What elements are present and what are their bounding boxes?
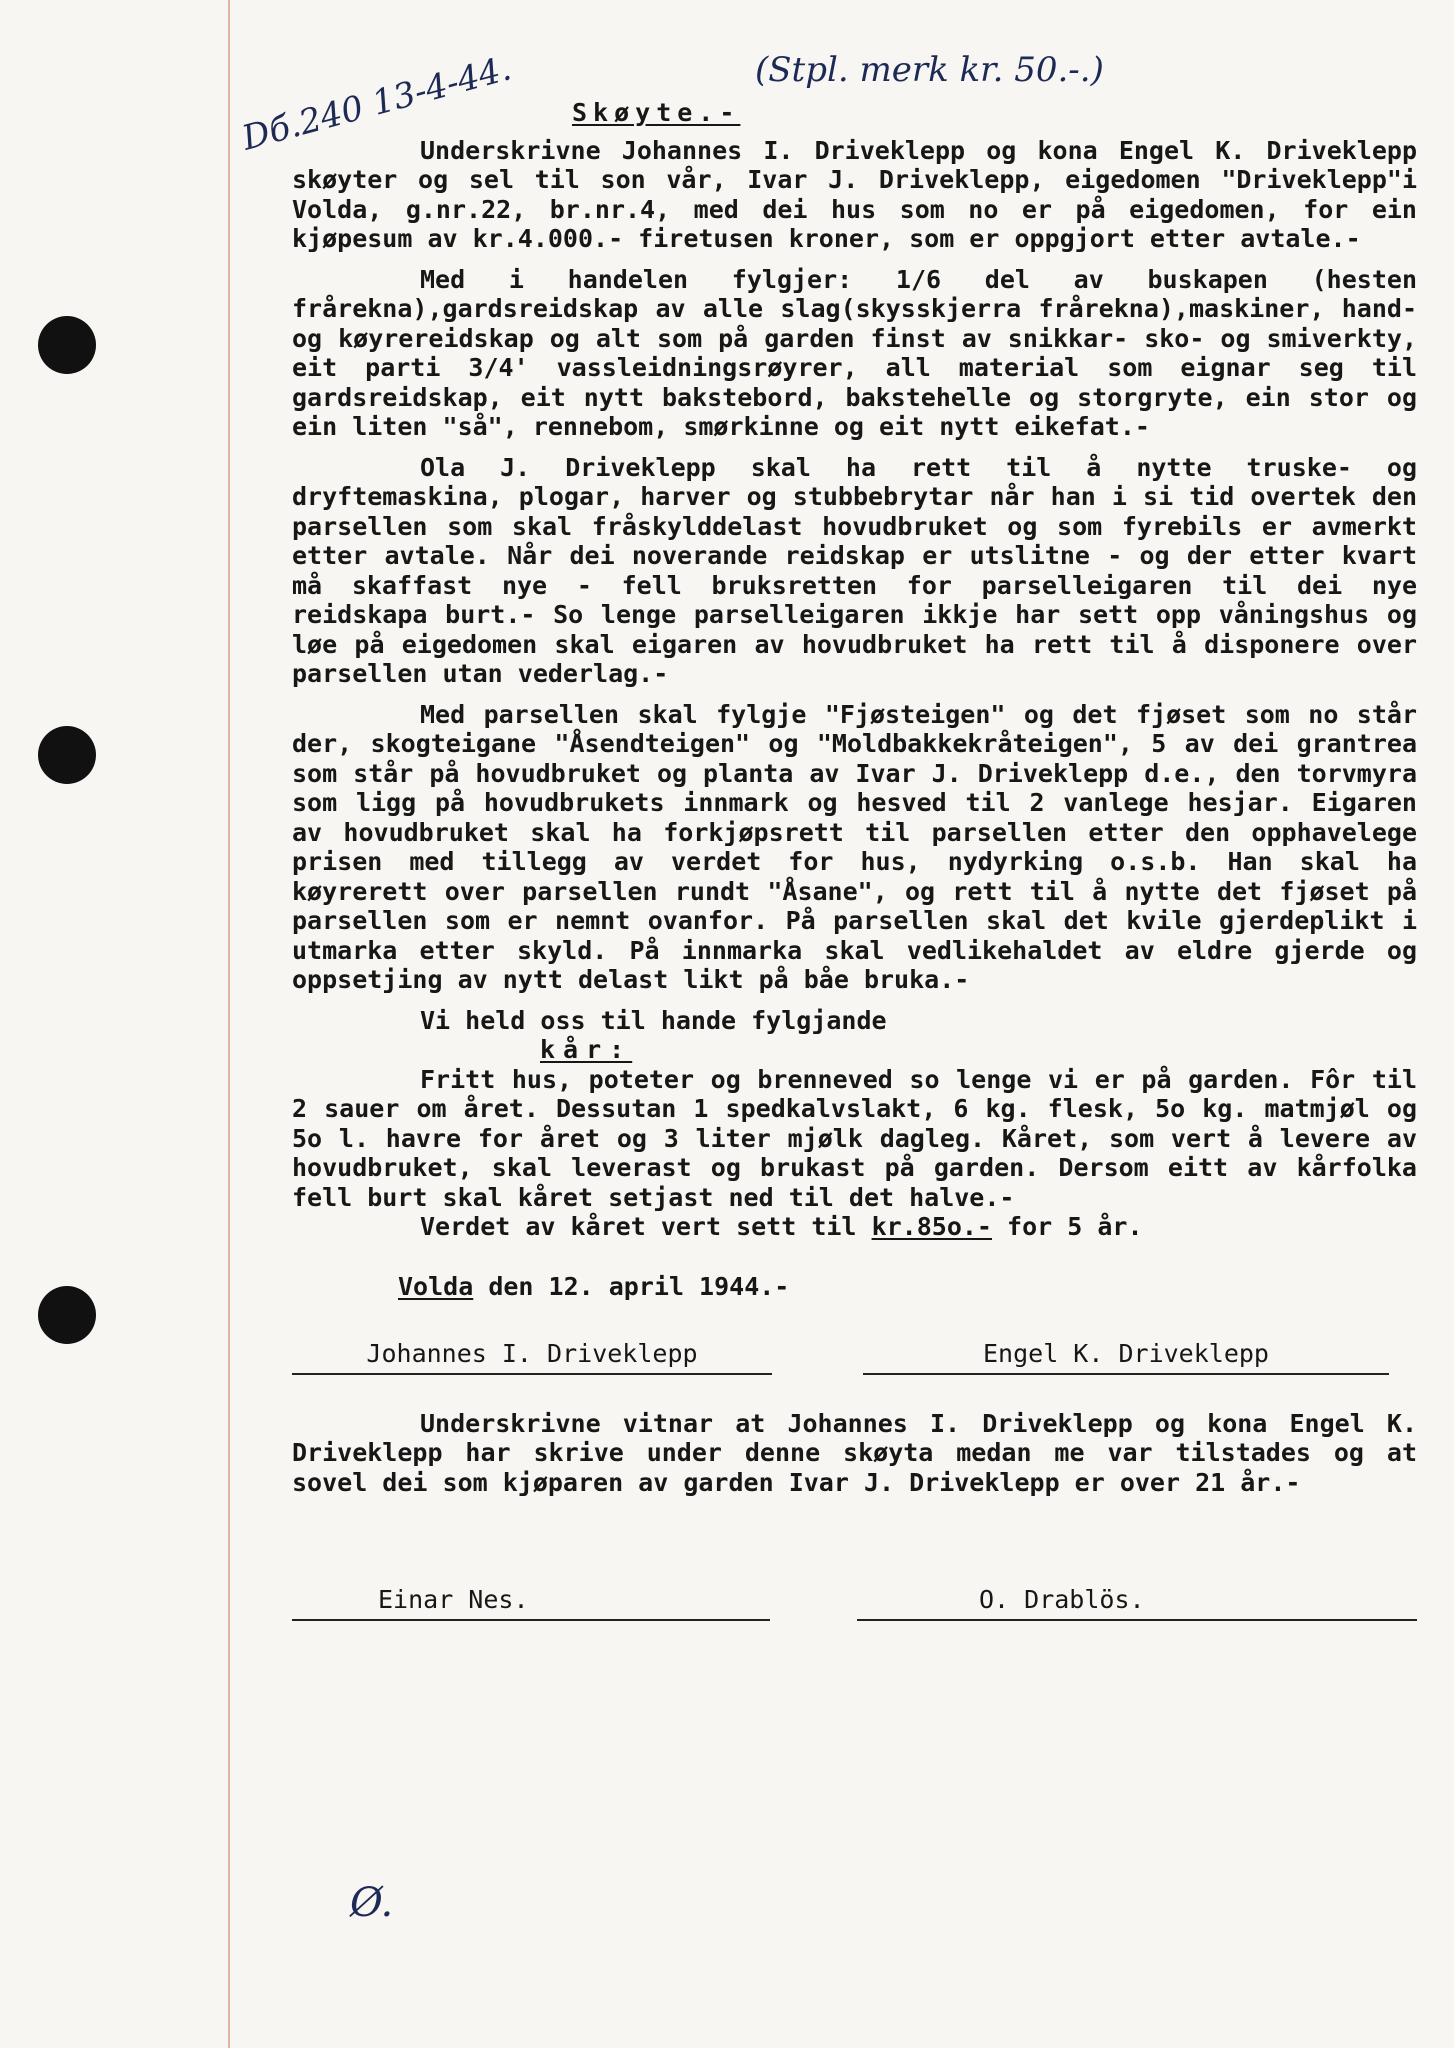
paragraph-2: Med i handelen fylgjer: 1/6 del av buskapen (hesten fråreknа),gardsreidskap av alle slag(skysskjerra fråreknа),maskiner, hand- og køyrereidskap og alt som på garden finst av snikkar- sko- og smiverkty, eit parti 3/4' vassleidningsrøyrer, all material som eignar seg til gardsreidskap, eit nytt bakstebord, bakstehelle og storgryte, ein stor og ein liten "så", rennebom, smørkinne og eit nytt eikefat.- xyxy=(292,264,1417,441)
date-line xyxy=(398,1272,1417,1302)
date-place: Volda xyxy=(398,1271,474,1301)
punch-hole xyxy=(38,726,96,784)
margin-rule xyxy=(228,0,230,2048)
witness-drablos: O. Drablös. xyxy=(857,1585,1417,1621)
signature-johannes: Johannes I. Driveklepp xyxy=(292,1339,772,1375)
punch-hole xyxy=(38,1286,96,1344)
kaar-paragraph: Fritt hus, poteter og brenneved so lenge vi er på garden. Fôr til 2 sauer om året. Dessutan 1 spedkalvslakt, 6 kg. flesk, 5o kg. matmjøl og 5o l. havre for året og 3 liter mjølk dagleg. Kåret, som vert å levere av hovudbruket, skal leverast og brukast på garden. Dersom eitt av kårfolka fell burt skal kåret setjast ned til det halve.- xyxy=(292,1064,1417,1212)
deed-text xyxy=(292,98,1417,1655)
value-line-after: for 5 år. xyxy=(1007,1212,1143,1241)
value-line-before: Verdet av kåret vert sett til xyxy=(420,1212,857,1241)
witness-paragraph: Underskrivne vitnar at Johannes I. Driveklepp og kona Engel K. Driveklepp har skrive under denne skøyta medan me var tilstades og at sovel dei som kjøparen av garden Ivar J. Driveklepp er over 21 år.- xyxy=(292,1408,1417,1497)
handwritten-stamp-note: (Stpl. merk kr. 50.-.) xyxy=(755,50,1104,90)
seller-signatures xyxy=(292,1339,1417,1375)
handwritten-bottom-mark: Ø. xyxy=(350,1880,394,1926)
document-title: Skøyte.- xyxy=(572,98,741,127)
date-text: den 12. april 1944.- xyxy=(488,1271,790,1301)
paragraph-1: Underskrivne Johannes I. Driveklepp og kona Engel K. Driveklepp skøyter og sel til son vår, Ivar J. Driveklepp, eigedomen "Driveklepp"i Volda, g.nr.22, br.nr.4, med dei hus som no er på eigedomen, for ein kjøpesum av kr.4.000.- firetusen kroner, som er oppgjort etter avtale.- xyxy=(292,135,1417,253)
witness-signatures xyxy=(292,1585,1417,1621)
signature-engel: Engel K. Driveklepp xyxy=(863,1339,1389,1375)
paragraph-3: Ola J. Driveklepp skal ha rett til å nytte truske- og dryftemaskina, plogar, harver og stubbebrytar når han i si tid overtek den parsellen som skal fråskylddelast hovudbruket og som fyrebils er avmerkt etter avtale. Når dei noverande reidskap er utslitne - og der etter kvart må skaffast nye - fell bruksretten for parselleigaren til dei nye reidskapa burt.- So lenge parselleigaren ikkje har sett opp våningshus og løe på eigedomen skal eigaren av hovudbruket ha rett til å disponere over parsellen utan vederlag.- xyxy=(292,452,1417,688)
paragraph-5: Vi held oss til hande fylgjande xyxy=(420,1005,887,1035)
paragraph-4: Med parsellen skal fylgje "Fjøsteigen" og det fjøset som no står der, skogteigane "Åsendteigen" og "Moldbakkekråteigen", 5 av dei grantrea som står på hovudbruket og planta av Ivar J. Driveklepp d.e., den torvmyra som ligg på hovudbrukets innmark og hesved til 2 vanlege hesjar. Eigaren av hovudbruket skal ha forkjøpsrett til parsellen etter den opphavelege prisen med tillegg av verdet for hus, nydyrking o.s.b. Han skal ha køyrerett over parsellen rundt "Åsane", og rett til å nytte det fjøset på parsellen som er nemnt ovanfor. På parsellen skal det kvile gjerdeplikt i utmarka etter skyld. På innmarka skal vedlikehaldet av eldre gjerde og oppsetjing av nytt delast likt på båe bruka.- xyxy=(292,699,1417,994)
value-line xyxy=(292,1212,1417,1242)
witness-einar: Einar Nes. xyxy=(292,1585,770,1621)
handwritten-margin-note: Dб.240 13-4-44. xyxy=(238,48,516,159)
kaar-heading: kår: xyxy=(540,1035,633,1064)
value-amount: kr.85o.- xyxy=(871,1212,992,1241)
punch-hole xyxy=(38,316,96,374)
